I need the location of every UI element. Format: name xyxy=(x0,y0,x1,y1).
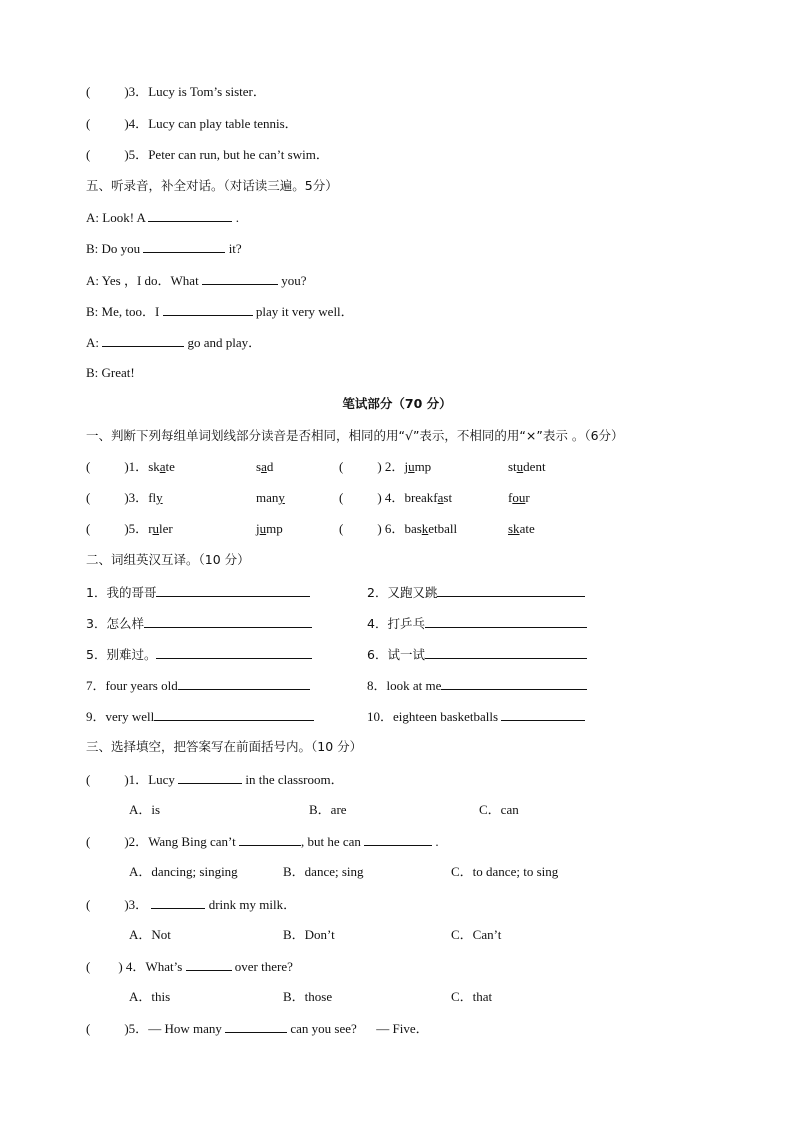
written-part-title: 笔试部分（70 分） xyxy=(342,396,452,411)
part3-heading: 三、选择填空，把答案写在前面括号内。（10 分） xyxy=(86,739,363,754)
choice-blank-3[interactable] xyxy=(151,896,205,909)
translate-blank-10[interactable] xyxy=(501,708,585,721)
q3-option-a: A．Not xyxy=(129,927,171,942)
q1-option-a: A．is xyxy=(129,802,161,817)
dialog-line-1: A: Look! A . xyxy=(86,210,239,225)
dialog-line-4: B: Me, too．I play it very well． xyxy=(86,304,354,319)
translate-blank-3[interactable] xyxy=(144,615,312,628)
q2-option-b: B．dance; sing xyxy=(283,864,364,879)
translate-blank-4[interactable] xyxy=(425,615,587,628)
part2-heading: 二、词组英汉互译。（10 分） xyxy=(86,552,250,567)
dialog-blank-5[interactable] xyxy=(102,334,184,347)
choice-blank-2b[interactable] xyxy=(364,833,432,846)
q4-option-c: C．that xyxy=(451,989,493,1004)
choice-question-3: ( )3． drink my milk． xyxy=(86,897,297,912)
dialog-blank-4[interactable] xyxy=(163,303,253,316)
part1-heading: 一、判断下列每组单词划线部分读音是否相同，相同的用“√”表示，不相同的用“×”表示 。（6分） xyxy=(86,428,624,443)
choice-blank-4[interactable] xyxy=(186,958,232,971)
q1-option-b: B．are xyxy=(309,802,347,817)
q4-option-a: A．this xyxy=(129,989,171,1004)
choice-blank-2a[interactable] xyxy=(239,833,301,846)
section5-heading: 五、听录音，补全对话。（对话读三遍。5分） xyxy=(86,178,338,193)
dialog-blank-2[interactable] xyxy=(143,240,225,253)
dialog-blank-3[interactable] xyxy=(202,272,278,285)
listening-item-5: ( )5．Peter can run, but he can’t swim． xyxy=(86,147,329,162)
translate-blank-9[interactable] xyxy=(154,708,314,721)
choice-question-2: ( )2．Wang Bing can’t , but he can . xyxy=(86,834,439,849)
dialog-line-2: B: Do you it? xyxy=(86,241,242,256)
translate-blank-8[interactable] xyxy=(441,677,587,690)
translate-blank-1[interactable] xyxy=(156,584,310,597)
q2-option-c: C．to dance; to sing xyxy=(451,864,559,879)
q3-option-c: C．Can’t xyxy=(451,927,502,942)
worksheet-page: ( )3．Lucy is Tom’s sister． ( )4．Lucy can play table tennis． ( )5．Peter can run, but he can’t swim． 五、听录音，补全对话。（对话读三遍。5分） A: Look! A . B: Do you it? A: Yes ，I do．What you? B: Me, too．I play it very well． A: go and play． B: Great! 笔试部分（70 分） 一、判断下列每组单词划线部分读音是否相同，相同的用“√”表示，不相同的用“×”表示 。（6分） ( )1．skate sad ( ) 2．jump student ( )3．fly many ( ) 4．breakfast four ( )5．ruler jump ( ) 6．basketball skate 二、词组英汉互译。（10 分） 1．我的哥哥 2．又跑又跳 3．怎么样 4．打乒乓 5．别难过。 6．试一试 7．four years old 8．look at me 9．very well 10．eighteen basketballs 三、选择填空，把答案写在前面括号内。（10 分） ( )1．Lucy in the classroom． A．is B．are C．can ( )2．Wang Bing can’t , but he can . A．dancing; singing B．dance; sing C．to dance; to sing ( )3． drink my milk． A．Not B．Don’t C．Can’t ( ) 4．What’s over there? A．this B．those C．that ( )5．— How many can you see? — Five． xyxy=(0,0,794,1123)
q1-option-c: C．can xyxy=(479,802,519,817)
dialog-line-6: B: Great! xyxy=(86,365,135,380)
choice-blank-5[interactable] xyxy=(225,1020,287,1033)
choice-question-1: ( )1．Lucy in the classroom． xyxy=(86,772,344,787)
choice-blank-1[interactable] xyxy=(178,771,242,784)
dialog-blank-1[interactable] xyxy=(148,209,232,222)
dialog-line-5: A: go and play． xyxy=(86,335,262,350)
translate-blank-2[interactable] xyxy=(437,584,585,597)
listening-item-3: ( )3．Lucy is Tom’s sister． xyxy=(86,84,266,99)
q4-option-b: B．those xyxy=(283,989,333,1004)
q2-option-a: A．dancing; singing xyxy=(129,864,238,879)
translate-blank-7[interactable] xyxy=(178,677,310,690)
choice-question-5: ( )5．— How many can you see? — Five． xyxy=(86,1021,429,1036)
translate-blank-5[interactable] xyxy=(156,646,312,659)
listening-item-4: ( )4．Lucy can play table tennis． xyxy=(86,116,298,131)
choice-question-4: ( ) 4．What’s over there? xyxy=(86,959,293,974)
dialog-line-3: A: Yes ，I do．What you? xyxy=(86,273,307,288)
translate-blank-6[interactable] xyxy=(425,646,587,659)
q3-option-b: B．Don’t xyxy=(283,927,335,942)
